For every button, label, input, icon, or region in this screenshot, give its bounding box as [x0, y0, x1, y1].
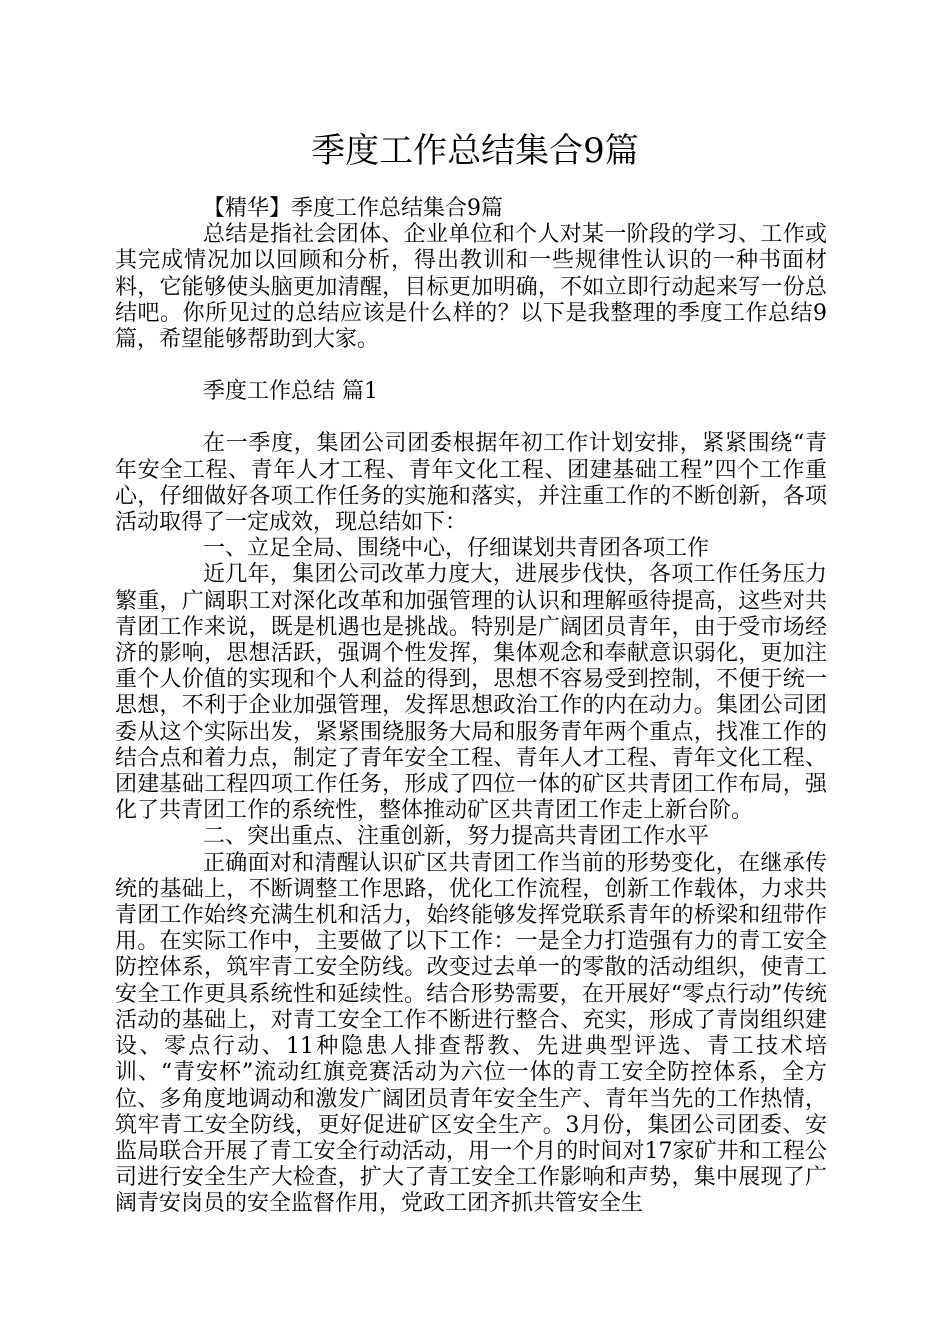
- intro-heading: 【精华】季度工作总结集合9篇: [203, 196, 503, 221]
- paragraph-2: 正确面对和清醒认识矿区共青团工作当前的形势变化，在继承传统的基础上，不断调整工作思路，优化工作流程，创新工作载体，力求共青团工作始终充满生机和活力，始终能够发挥党联系青年的桥梁和纽带作用。在实际工作中，主要做了以下工作：一是全力打造强有力的青工安全防控体系，筑牢青工安全防线。改变过去单一的零散的活动组织，使青工安全工作更具系统性和延续性。结合形势需要，在开展好“零点行动”传统活动的基础上，对青工安全工作不断进行整合、充实，形成了青岗组织建设、零点行动、11种隐患人排查帮教、先进典型评选、青工技术培训、“青安杯”流动红旗竞赛活动为六位一体的青工安全防控体系，全方位、多角度地调动和激发广阔团员青年安全生产、青年当先的工作热情，筑牢青工安全防线，更好促进矿区安全生产。3月份，集团公司团委、安监局联合开展了青工安全行动活动，用一个月的时间对17家矿井和工程公司进行安全生产大检查，扩大了青工安全工作影响和声势，集中展现了广阔青安岗员的安全监督作用，党政工团齐抓共管安全生: [115, 850, 827, 1217]
- document-title: 季度工作总结集合9篇: [311, 131, 639, 171]
- subheading-1: 一、立足全局、围绕中心，仔细谋划共青团各项工作: [203, 536, 710, 562]
- paragraph-overview: 在一季度，集团公司团委根据年初工作计划安排，紧紧围绕“青年安全工程、青年人才工程、青年文化工程、团建基础工程”四个工作重心，仔细做好各项工作任务的实施和落实，并注重工作的不断创新，各项活动取得了一定成效，现总结如下：: [115, 431, 827, 536]
- document-body: [115, 196, 827, 1218]
- intro-paragraph: 总结是指社会团体、企业单位和个人对某一阶段的学习、工作或其完成情况加以回顾和分析，得出教训和一些规律性认识的一种书面材料，它能够使头脑更加清醒，目标更加明确，不如立即行动起来写一份总结吧。你所见过的总结应该是什么样的？以下是我整理的季度工作总结9篇，希望能够帮助到大家。: [115, 222, 827, 353]
- subheading-2: 二、突出重点、注重创新，努力提高共青团工作水平: [203, 824, 710, 850]
- section-heading-1: 季度工作总结 篇1: [203, 379, 378, 405]
- paragraph-1: 近几年，集团公司改革力度大，进展步伐快，各项工作任务压力繁重，广阔职工对深化改革和加强管理的认识和理解亟待提高，这些对共青团工作来说，既是机遇也是挑战。特别是广阔团员青年，由于受市场经济的影响，思想活跃，强调个性发挥，集体观念和奉献意识弱化，更加注重个人价值的实现和个人利益的得到，思想不容易受到控制，不便于统一思想，不利于企业加强管理，发挥思想政治工作的内在动力。集团公司团委从这个实际出发，紧紧围绕服务大局和服务青年两个重点，找准工作的结合点和着力点，制定了青年安全工程、青年人才工程、青年文化工程、团建基础工程四项工作任务，形成了四位一体的矿区共青团工作布局，强化了共青团工作的系统性，整体推动矿区共青团工作走上新台阶。: [115, 562, 827, 824]
